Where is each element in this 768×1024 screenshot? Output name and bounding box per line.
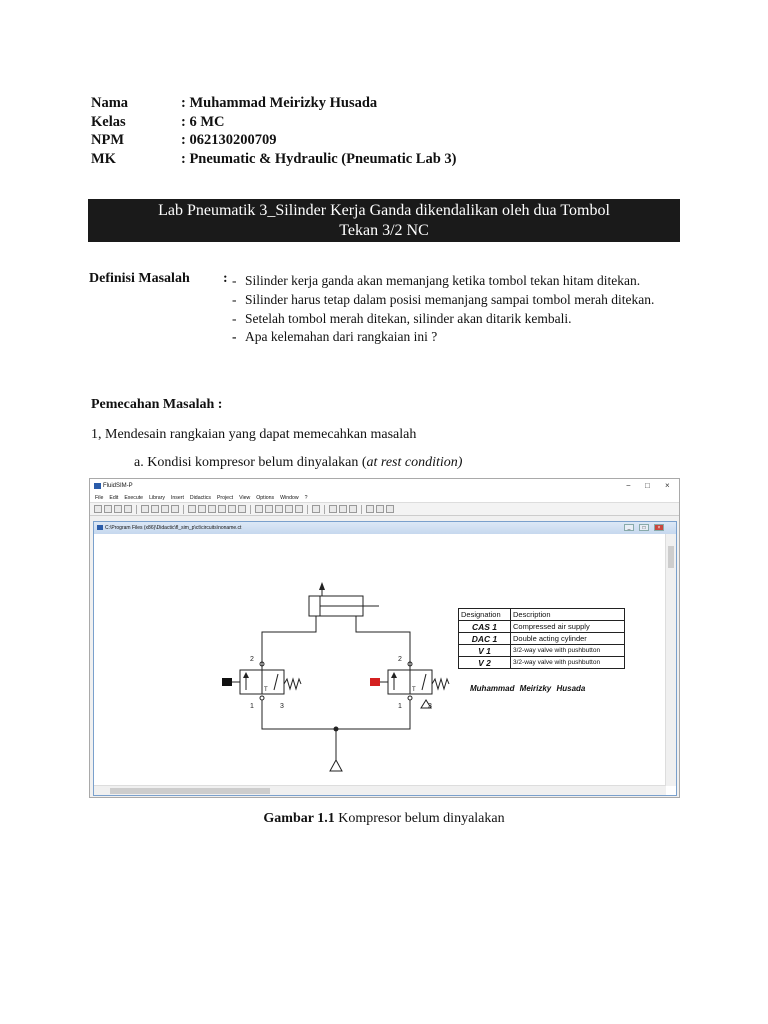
- menu-options[interactable]: Options: [256, 494, 275, 501]
- child-maximize-icon[interactable]: □: [639, 524, 649, 531]
- solution-step-a: [134, 455, 462, 471]
- toolbar-separator: [324, 505, 325, 514]
- list-text: Apa kelemahan dari rangkaian ini ?: [245, 329, 438, 345]
- solution-label: Pemecahan Masalah :: [91, 397, 223, 412]
- align-center-icon[interactable]: [198, 505, 206, 513]
- lab-title-banner: [88, 199, 680, 242]
- list-dash: -: [232, 291, 237, 307]
- delete-icon[interactable]: [171, 505, 179, 513]
- fluidsim-window: [89, 478, 680, 798]
- step-a-text: a. Kondisi kompresor belum dinyalakan (: [134, 455, 367, 470]
- junction-dot: [334, 727, 339, 732]
- zoom-in-icon[interactable]: [255, 505, 263, 513]
- banner-line-2: Tekan 3/2 NC: [339, 222, 429, 239]
- horizontal-scrollbar[interactable]: [94, 785, 666, 795]
- window-titlebar: [90, 479, 679, 493]
- table-row: [459, 645, 625, 657]
- info-row-nama: [91, 94, 456, 113]
- table-row: [459, 657, 625, 669]
- menu-didactics[interactable]: Didactics: [189, 494, 211, 501]
- table-row: [459, 621, 625, 633]
- info-row-mk: [91, 150, 456, 169]
- align-bottom-icon[interactable]: [238, 505, 246, 513]
- designation-cell: DAC 1: [459, 633, 511, 645]
- menu-window[interactable]: Window: [280, 494, 299, 501]
- toolbar: [90, 502, 679, 516]
- valve-v2-left-box: [388, 670, 410, 694]
- menu-insert[interactable]: Insert: [170, 494, 184, 501]
- cut-icon[interactable]: [141, 505, 149, 513]
- app-icon: [94, 483, 101, 489]
- designation-cell: V 2: [459, 657, 511, 669]
- list-item: [232, 272, 672, 291]
- circuit-file-icon: [97, 525, 103, 530]
- table-header-row: [459, 609, 625, 621]
- toolbar-separator: [307, 505, 308, 514]
- menu-file[interactable]: File: [95, 494, 104, 501]
- align-right-icon[interactable]: [208, 505, 216, 513]
- definition-colon: :: [223, 271, 228, 286]
- info-value: : Muhammad Meirizky Husada: [181, 95, 378, 111]
- compressed-air-supply: [330, 760, 342, 771]
- cylinder-arrow-icon: [319, 582, 325, 590]
- info-value: : 6 MC: [181, 113, 225, 130]
- step-icon[interactable]: [376, 505, 384, 513]
- info-row-npm: [91, 131, 456, 150]
- toolbar-separator: [361, 505, 362, 514]
- pushbutton-red: [370, 678, 380, 686]
- play-icon[interactable]: [339, 505, 347, 513]
- zoom-fit-icon[interactable]: [275, 505, 283, 513]
- scroll-thumb[interactable]: [668, 546, 674, 568]
- info-key: NPM: [91, 132, 125, 148]
- new-icon[interactable]: [94, 505, 102, 513]
- window-title: FluidSIM-P: [103, 483, 133, 489]
- description-cell: Double acting cylinder: [511, 633, 625, 645]
- valve-v2-arrow-icon: [391, 672, 397, 678]
- scroll-thumb[interactable]: [110, 788, 270, 794]
- info-value: : 062130200709: [181, 132, 277, 148]
- list-text: Silinder kerja ganda akan memanjang ketika tombol tekan hitam ditekan.: [245, 273, 641, 288]
- port-label: 2: [398, 656, 402, 663]
- check-icon[interactable]: [312, 505, 320, 513]
- list-dash: -: [232, 273, 237, 288]
- print-icon[interactable]: [124, 505, 132, 513]
- description-cell: 3/2-way valve with pushbutton: [511, 645, 625, 657]
- maximize-icon[interactable]: □: [645, 481, 650, 490]
- paste-icon[interactable]: [161, 505, 169, 513]
- copy-icon[interactable]: [151, 505, 159, 513]
- table-row: [459, 633, 625, 645]
- step-a-italic: at rest condition): [366, 455, 463, 470]
- info-key: MK: [91, 150, 116, 167]
- zoom-window-icon[interactable]: [285, 505, 293, 513]
- designation-cell: CAS 1: [459, 621, 511, 633]
- supply-line: [262, 700, 410, 729]
- child-minimize-icon[interactable]: _: [624, 524, 634, 531]
- toolbar-separator: [183, 505, 184, 514]
- info-row-kelas: [91, 113, 456, 132]
- valve-v1-arrow-icon: [243, 672, 249, 678]
- caption-text: Kompresor belum dinyalakan: [334, 811, 505, 826]
- port-label: 3: [280, 703, 284, 710]
- valve-v1-spring: [284, 679, 301, 689]
- port-label: 1: [250, 703, 254, 710]
- definition-list: [232, 272, 672, 347]
- menu-view[interactable]: View: [239, 494, 251, 501]
- circuit-window: [93, 521, 677, 796]
- description-cell: 3/2-way valve with pushbutton: [511, 657, 625, 669]
- port-label: 3: [428, 703, 432, 710]
- list-dash: -: [232, 310, 237, 326]
- pause-icon[interactable]: [349, 505, 357, 513]
- child-close-icon[interactable]: ×: [654, 524, 664, 531]
- valve-mark: T: [264, 687, 268, 693]
- circuit-canvas[interactable]: [94, 534, 666, 786]
- figure-caption: [0, 811, 768, 827]
- description-cell: Compressed air supply: [511, 621, 625, 633]
- designation-table: [458, 608, 625, 669]
- align-middle-icon[interactable]: [228, 505, 236, 513]
- menu-bar: [90, 493, 679, 502]
- minimize-icon[interactable]: −: [626, 481, 631, 490]
- info-value: : Pneumatic & Hydraulic (Pneumatic Lab 3): [181, 150, 457, 167]
- menu-help[interactable]: ?: [304, 494, 308, 501]
- info-key: Nama: [91, 95, 129, 111]
- solution-step-1: 1, Mendesain rangkaian yang dapat memecahkan masalah: [91, 427, 417, 442]
- list-item: [232, 310, 672, 329]
- menu-edit[interactable]: Edit: [109, 494, 119, 501]
- open-icon[interactable]: [104, 505, 112, 513]
- list-dash: -: [232, 329, 237, 345]
- banner-line-1: Lab Pneumatik 3_Silinder Kerja Ganda dikendalikan oleh dua Tombol: [158, 202, 610, 219]
- menu-library[interactable]: Library: [149, 494, 165, 501]
- valve-v1-left-box: [240, 670, 262, 694]
- stop-icon[interactable]: [329, 505, 337, 513]
- align-left-icon[interactable]: [188, 505, 196, 513]
- list-text: Silinder harus tetap dalam posisi memanjang sampai tombol merah ditekan.: [245, 291, 655, 307]
- caption-label: Gambar 1.1: [263, 811, 335, 826]
- toolbar-separator: [136, 505, 137, 514]
- table-header: Designation: [459, 609, 511, 621]
- diagram-author: Muhammad Meirizky Husada: [470, 684, 586, 693]
- menu-project[interactable]: Project: [216, 494, 234, 501]
- zoom-previous-icon[interactable]: [295, 505, 303, 513]
- reset-icon[interactable]: [366, 505, 374, 513]
- port-label: 2: [250, 656, 254, 663]
- list-item: [232, 328, 672, 347]
- valve-v2-spring: [432, 679, 449, 689]
- circuit-window-titlebar: [94, 522, 676, 534]
- info-key: Kelas: [91, 113, 126, 130]
- valve-mark: T: [412, 687, 416, 693]
- line-cylinder-to-v1: [262, 616, 316, 670]
- list-item: [232, 291, 672, 310]
- port-label: 1: [398, 703, 402, 710]
- designation-cell: V 1: [459, 645, 511, 657]
- zoom-out-icon[interactable]: [265, 505, 273, 513]
- circuit-file-path: C:\Program Files (x86)\Didactic\fl_sim_p\ct\circuits\noname.ct: [105, 525, 242, 531]
- close-icon[interactable]: ×: [665, 481, 670, 490]
- menu-execute[interactable]: Execute: [124, 494, 144, 501]
- pushbutton-black: [222, 678, 232, 686]
- list-text: Setelah tombol merah ditekan, silinder akan ditarik kembali.: [245, 310, 572, 326]
- student-info: [91, 94, 456, 168]
- align-top-icon[interactable]: [218, 505, 226, 513]
- table-header: Description: [511, 609, 625, 621]
- toolbar-separator: [250, 505, 251, 514]
- next-icon[interactable]: [386, 505, 394, 513]
- save-icon[interactable]: [114, 505, 122, 513]
- vertical-scrollbar[interactable]: [665, 534, 676, 786]
- definition-label: Definisi Masalah: [89, 271, 190, 286]
